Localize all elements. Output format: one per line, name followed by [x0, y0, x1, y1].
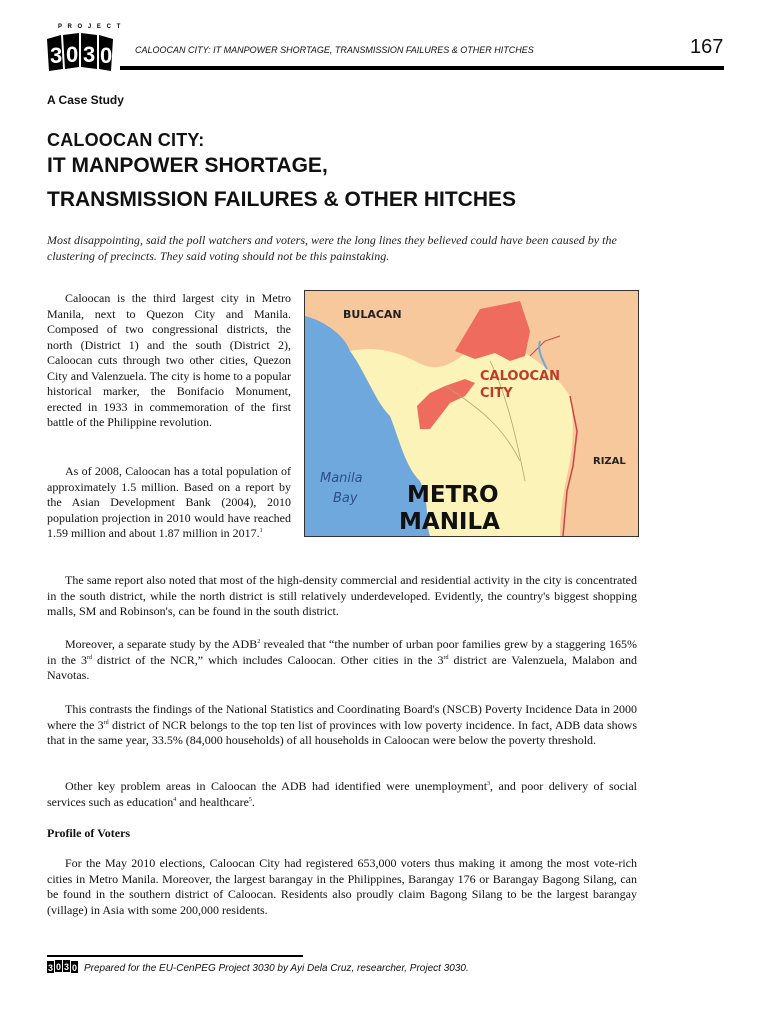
project-3030-logo — [47, 33, 113, 71]
map-label-bulacan: BULACAN — [343, 308, 402, 321]
page-number: 167 — [690, 36, 724, 58]
map-label-rizal: RIZAL — [593, 456, 626, 467]
logo-project-label: P R O J E C T — [58, 24, 123, 30]
svg-text:0: 0 — [56, 962, 62, 972]
svg-text:3: 3 — [64, 962, 70, 972]
paragraph-1: Caloocan is the third largest city in Metro Manila, next to Quezon City and Manila. Composed of two congressional districts, the north (District 1) and the south (District 2), Caloocan cuts through two other cities, Quezon City and Valenzuela. The city is home to a popular historical marker, the Bonifacio Monument, erected in 1933 in commemoration of the first battle of the Philippine revolution. — [47, 291, 291, 429]
map-label-metro: METRO — [407, 482, 499, 508]
svg-text:0: 0 — [66, 42, 79, 67]
paragraph-3: The same report also noted that most of the high-density commercial and residential activity in the city is concentrated in the south district, while the north district is still relatively underdeveloped. Evidently, the country's biggest shopping malls, SM and Robinson's, can be found in the south district. — [47, 573, 637, 618]
svg-text:3: 3 — [50, 43, 63, 68]
article-title-line-1: CALOOCAN CITY: — [47, 130, 205, 150]
footer-rule — [47, 955, 303, 957]
map-label-bay-2: Bay — [333, 491, 358, 506]
paragraph-5: This contrasts the findings of the National Statistics and Coordinating Board's (NSCB) Poverty Incidence Data in 2000 where the 3rd district of NCR belongs to the top ten list of provinces with low poverty incidence. In fact, ADB data shows that in the same year, 33.5% (84,000 households) of all households in Caloocan were below the poverty threshold. — [47, 702, 637, 747]
svg-text:0: 0 — [100, 43, 113, 68]
paragraph-4: Moreover, a separate study by the ADB$^2$ revealed that “the number of urban poor families grew by a staggering 165% in the 3rd district of the NCR,” which includes Caloocan. Other cities in the 3rd district are Valenzuela, Malabon and Navotas. — [47, 637, 637, 682]
paragraph-7: For the May 2010 elections, Caloocan City had registered 653,000 voters thus making it among the most vote-rich cities in Metro Manila. Moreover, the largest barangay in the Philippines, Barangay 176 or Barangay Bagong Silang, can be found in the southern district of Caloocan. Residents also proudly claim Bagong Silang to be the largest barangay (village) in Asia with some 200,000 residents. — [47, 856, 637, 917]
article-kicker: A Case Study — [47, 93, 124, 107]
paragraph-2: As of 2008, Caloocan has a total population of approximately 1.5 million. Based on a report by the Asian Development Bank (2004), 2010 population projection in 2010 would have reached 1.59 million and about 1.87 million in 2017.$^1$ — [47, 464, 291, 540]
article-title-line-2: IT MANPOWER SHORTAGE, — [47, 154, 328, 177]
metro-manila-map — [304, 290, 639, 537]
article-lead: Most disappointing, said the poll watchers and voters, were the long lines they believed could have been caused by the clustering of precincts. They said voting should not be this painstaking. — [47, 233, 617, 263]
footer-credit: Prepared for the EU-CenPEG Project 3030 by Ayi Dela Cruz, researcher, Project 3030. — [84, 963, 469, 974]
paragraph-6: Other key problem areas in Caloocan the ADB had identified were unemployment$^3$, and poor delivery of social services such as education$^4$ and healthcare$^5$. — [47, 779, 637, 809]
section-heading-profile-of-voters: Profile of Voters — [47, 826, 131, 840]
map-label-caloocan: CALOOCAN — [480, 369, 561, 384]
svg-text:3: 3 — [83, 42, 96, 67]
svg-text:3: 3 — [48, 963, 54, 973]
map-label-city: CITY — [480, 386, 513, 401]
running-header-title: CALOOCAN CITY: IT MANPOWER SHORTAGE, TRANSMISSION FAILURES & OTHER HITCHES — [135, 45, 534, 55]
footer-logo-icon — [47, 960, 78, 973]
svg-text:0: 0 — [72, 963, 78, 973]
map-label-manila: MANILA — [399, 509, 500, 535]
header-rule — [120, 66, 724, 70]
article-title-line-3: TRANSMISSION FAILURES & OTHER HITCHES — [47, 188, 517, 211]
map-label-bay-1: Manila — [320, 471, 363, 486]
